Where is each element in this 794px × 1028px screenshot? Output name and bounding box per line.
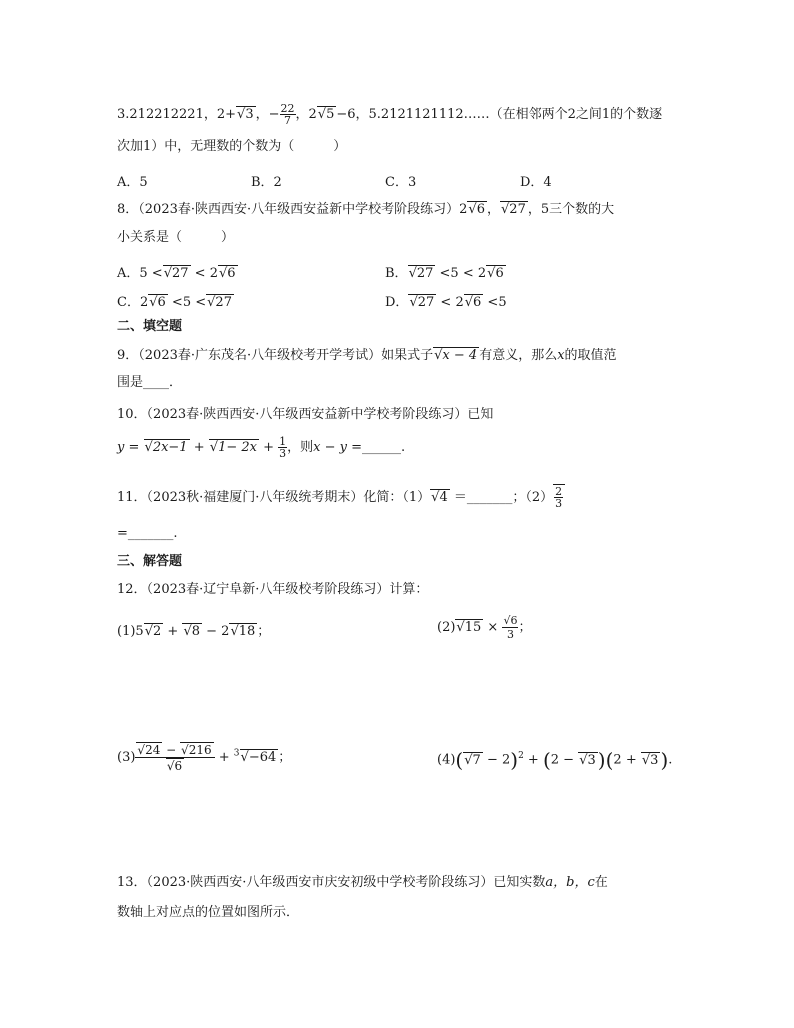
q7-sep2: ，2 — [295, 107, 317, 122]
q11-line2: =_______. — [117, 526, 178, 541]
sqrt-symbol: √5 — [317, 107, 335, 122]
q12-part4: $(4)(√7 - 2)^2 + (2 - √3$ )(2 + √3 ). — [437, 748, 673, 772]
q7-line2: 次加1）中，无理数的个数为（ ） — [117, 139, 347, 154]
sqrt-symbol: √x − 4 — [434, 348, 478, 363]
q8-line1: 8．（2023春·陕西西安·八年级西安益新中学校考阶段练习）2√6 ，√27 ，5三个数的大 — [117, 202, 615, 217]
q12-part1: (1)5√2 + √8 − 2√18 ； — [117, 624, 271, 639]
sqrt-symbol: √27 — [501, 202, 526, 217]
q9-line1: 9．（2023春·广东茂名·八年级校考开学考试）如果式子√x − 4 有意义，那么x的取值范 — [117, 348, 617, 363]
q8-option-a: A．5 <√27 < 2√6 — [117, 266, 236, 281]
q9-line2: 围是____． — [117, 375, 183, 390]
q7-text-b: −6，5.2121121112……（在相邻两个2之间1的个数逐 — [336, 107, 663, 122]
q10-line2: y = √2x−1 + √1− 2x + $\frac{1}{3}$ ，则x − y =______. — [117, 435, 406, 460]
q13-line2: 数轴上对应点的位置如图所示． — [117, 905, 300, 920]
q8-stem-a: 8．（2023春·陕西西安·八年级西安益新中学校考阶段练习）2 — [117, 202, 468, 217]
section-solutions: 三、解答题 — [117, 554, 183, 569]
q7-line1 — [117, 103, 662, 126]
q8-line2: 小关系是（ ） — [117, 230, 235, 245]
q8-stem-b: ，5三个数的大 — [527, 202, 615, 217]
sqrt-symbol: √6 — [468, 202, 485, 217]
q7-option-c: C．3 — [385, 175, 417, 190]
q10-line1: 10．（2023春·陕西西安·八年级西安益新中学校考阶段练习）已知 — [117, 407, 494, 422]
q7-text-a: 3.212212221，2+ — [117, 107, 237, 122]
q13-line1: 13．（2023·陕西西安·八年级西安市庆安初级中学校考阶段练习）已知实数a，b，c在 — [117, 875, 608, 890]
section-fill-in: 二、填空题 — [117, 319, 183, 334]
q11-line1: 11．（2023秋·福建厦门·八年级统考期末）化简：（1）√4 ＝_______；（2） $\frac{2}{3}$ — [117, 484, 565, 509]
q7-fraction: $\frac{22}{7}$ — [280, 102, 295, 127]
q12-part2: (2)√15 × $\frac{√6}{3}$ ； — [437, 614, 532, 641]
q8-option-c: C．2√6 <5 <√27 — [117, 295, 232, 310]
q12-part3: (3) $\frac{√24 - √216}{√6}$ + $^3$√−64 ； — [117, 743, 292, 773]
q7-option-b: B．2 — [251, 175, 282, 190]
q8-option-d: D．√27 < 2√6 <5 — [385, 295, 507, 310]
q12-stem: 12．（2023春·辽宁阜新·八年级校考阶段练习）计算： — [117, 582, 429, 597]
q7-option-d: D．4 — [520, 175, 552, 190]
q7-sep1: ，− — [255, 107, 280, 122]
q7-option-a: A．5 — [117, 175, 148, 190]
sqrt-symbol: √3 — [237, 107, 254, 122]
q8-option-b: B．√27 <5 < 2√6 — [385, 266, 504, 281]
